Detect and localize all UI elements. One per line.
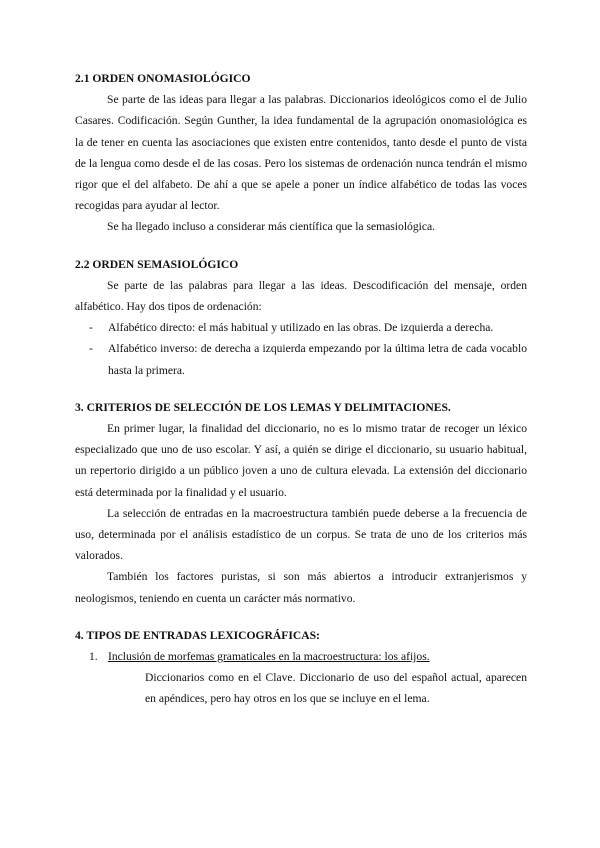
entry-types-list xyxy=(75,646,527,667)
paragraph: También los factores puristas, si son más abiertos a introducir extranjerismos y neologismos, teniendo en cuenta un carácter más normativo. xyxy=(75,570,527,605)
dash-marker: - xyxy=(89,321,93,335)
list-item-text: Inclusión de morfemas gramaticales en la macroestructura: los afijos. xyxy=(108,650,430,664)
section-heading: 3. CRITERIOS DE SELECCIÓN DE LOS LEMAS Y DELIMITACIONES. xyxy=(75,400,451,414)
section-heading: 2.2 ORDEN SEMASIOLÓGICO xyxy=(75,257,239,271)
dash-marker: - xyxy=(89,342,93,356)
section-heading: 4. TIPOS DE ENTRADAS LEXICOGRÁFICAS: xyxy=(75,628,320,642)
paragraph: Diccionarios como en el Clave. Diccionario de uso del español actual, aparecen en apéndices, pero hay otros en los que se incluye en el lema. xyxy=(145,671,527,706)
paragraph: En primer lugar, la finalidad del diccionario, no es lo mismo tratar de recoger un léxico especializado que uno de uso escolar. Y así, a quién se dirige el diccionario, su usuario habitual, un repertorio dirigido a un público joven a uno de cultura elevada. La extensión del diccionario está determinada por la finalidad y el usuario. xyxy=(75,422,527,499)
list-item-text: Alfabético inverso: de derecha a izquierda empezando por la última letra de cada vocablo hasta la primera. xyxy=(108,342,527,377)
list-number: 1. xyxy=(89,650,98,664)
ordering-types-list xyxy=(75,317,527,381)
section-orden-semasiologico xyxy=(75,254,527,381)
paragraph: Se parte de las palabras para llegar a las ideas. Descodificación del mensaje, orden alfabético. Hay dos tipos de ordenación: xyxy=(75,278,527,314)
section-tipos-entradas xyxy=(75,625,527,710)
paragraph: La selección de entradas en la macroestructura también puede deberse a la frecuencia de uso, determinada por el análisis estadístico de un corpus. Se trata de uno de los criterios más valorados. xyxy=(75,506,527,563)
paragraph: Se parte de las ideas para llegar a las palabras. Diccionarios ideológicos como el de Julio Casares. Codificación. Según Gunther, la idea fundamental de la agrupación onomasiológica es la de tener en cuenta las asociaciones que existen entre contenidos, tanto desde el punto de vista de la lengua como desde el de las cosas. Pero los sistemas de ordenación nunca tendrán el mismo rigor que el del alfabeto. De ahí a que se apele a poner un índice alfabético de todas las voces recogidas para ayudar al lector. xyxy=(75,93,527,213)
list-item-text: Alfabético directo: el más habitual y utilizado en las obras. De izquierda a derecha. xyxy=(108,321,494,335)
section-heading: 2.1 ORDEN ONOMASIOLÓGICO xyxy=(75,72,251,85)
document-body xyxy=(75,68,527,710)
section-orden-onomasiologico xyxy=(75,68,527,238)
paragraph: Se ha llegado incluso a considerar más científica que la semasiológica. xyxy=(107,220,436,234)
list-item xyxy=(75,646,527,667)
section-criterios-seleccion xyxy=(75,397,527,609)
list-item xyxy=(75,317,527,338)
list-item xyxy=(75,338,527,380)
